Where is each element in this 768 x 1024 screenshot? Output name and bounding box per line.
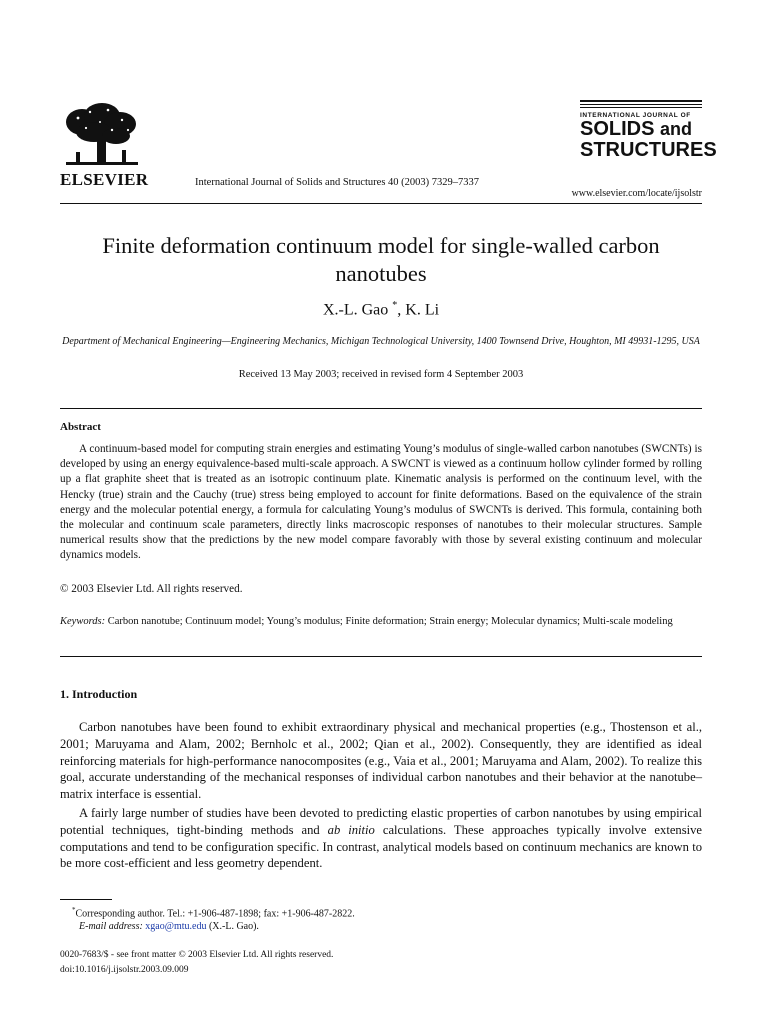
journal-citation: International Journal of Solids and Structures 40 (2003) 7329–7337 <box>195 177 480 188</box>
journal-logo-rule <box>580 107 702 108</box>
elsevier-tree-logo <box>60 100 142 168</box>
abstract-top-divider <box>60 408 702 409</box>
doi-line[interactable]: doi:10.1016/j.ijsolstr.2003.09.009 <box>60 965 189 975</box>
abstract-copyright: © 2003 Elsevier Ltd. All rights reserved. <box>60 583 243 595</box>
front-matter-line: 0020-7683/$ - see front matter © 2003 Elsevier Ltd. All rights reserved. <box>60 950 334 960</box>
section-heading-introduction: 1. Introduction <box>60 687 138 701</box>
journal-logo-rule <box>580 104 702 105</box>
journal-url[interactable]: www.elsevier.com/locate/ijsolstr <box>571 188 702 199</box>
intro-paragraph-2-part-b: calculations. These approaches typically involve extensive computations and tend to be configuration specific. In contrast, analytical models based on continuum mechanics are known to be more cost-efficient and less geometry dependent. <box>60 822 702 871</box>
journal-logo-and: and <box>660 119 693 139</box>
journal-logo-solids: SOLIDS <box>580 118 655 140</box>
article-authors <box>60 300 702 319</box>
footnote-rule <box>60 899 112 900</box>
journal-logo-rule <box>580 100 702 102</box>
intro-paragraph-2 <box>60 805 702 872</box>
footnote-mark: * <box>72 906 76 914</box>
journal-logo-line2: STRUCTURES <box>580 139 717 161</box>
intro-paragraph-2-part-a: A fairly large number of studies have been devoted to predicting elastic properties of carbon nanotubes by using empirical potential techniques, tight-binding methods and <box>60 806 702 837</box>
footnote-corresponding <box>72 906 355 919</box>
author-rest: , K. Li <box>397 301 440 319</box>
publisher-name: ELSEVIER <box>60 170 149 189</box>
footnote-corresponding-text: Corresponding author. Tel.: +1-906-487-1898; fax: +1-906-487-2822. <box>75 908 355 920</box>
received-dates: Received 13 May 2003; received in revised form 4 September 2003 <box>238 369 524 380</box>
intro-paragraph-1: Carbon nanotubes have been found to exhibit extraordinary physical and mechanical properties (e.g., Thostenson et al., 2001; Maruyama and Alam, 2002; Bernholc et al., 2002; Qian et al., 2002). Consequently, they are identified as ideal reinforcing materials for high-performance nanocomposites (e.g., Vaia et al., 2001; Maruyama and Alam, 2002). To realize this goal, accurate understanding of the mechanical responses of individual carbon nanotubes and their behavior at the nanotube–matrix interface is essential. <box>60 720 702 802</box>
keywords <box>60 614 702 629</box>
author-first: X.-L. Gao <box>322 301 389 319</box>
abstract-heading: Abstract <box>60 421 101 433</box>
author-affiliation: Department of Mechanical Engineering—Engineering Mechanics, Michigan Technological University, 1400 Townsend Drive, Houghton, MI 49931-1295, USA <box>62 336 700 347</box>
intro-paragraph-2-italic: ab initio <box>327 822 375 837</box>
keywords-list: Carbon nanotube; Continuum model; Young’s modulus; Finite deformation; Strain energy; Molecular dynamics; Multi-scale modeling <box>107 616 673 627</box>
email-label: E-mail address: <box>79 921 143 932</box>
journal-logo <box>580 100 717 161</box>
journal-logo-subtitle: INTERNATIONAL JOURNAL OF <box>580 112 691 119</box>
article-title: Finite deformation continuum model for single-walled carbon nanotubes <box>102 233 660 286</box>
email-link[interactable]: xgao@mtu.edu <box>145 921 207 932</box>
email-suffix: (X.-L. Gao). <box>206 921 259 932</box>
abstract-bottom-divider <box>60 656 702 657</box>
journal-logo-line1 <box>580 119 702 140</box>
footnote-email <box>79 921 259 932</box>
corresponding-mark[interactable]: * <box>392 300 398 311</box>
abstract-text: A continuum-based model for computing strain energies and estimating Young’s modulus of single-walled carbon nanotubes (SWCNTs) is developed by using an energy equivalence-based multi-scale approach. A SWCNT is viewed as a continuum hollow cylinder formed by rolling up a flat graphite sheet that is treated as an isotropic continuum plate. Kinematic analysis is performed on the continuum level, with the Hencky (true) strain and the Cauchy (true) stress being employed to account for finite deformations. Based on the equivalence of the strain energy and the molecular potential energy, a formula for calculating Young’s modulus of SWCNTs is derived. This formula, containing both the molecular and continuum scale parameters, directly links macroscopic responses of nanotubes to their molecular structures. Sample numerical results show that the predictions by the new model compare favorably with those by several existing continuum and molecular dynamics models. <box>60 443 702 562</box>
keywords-label: Keywords: <box>60 616 106 627</box>
header-divider <box>60 203 702 204</box>
